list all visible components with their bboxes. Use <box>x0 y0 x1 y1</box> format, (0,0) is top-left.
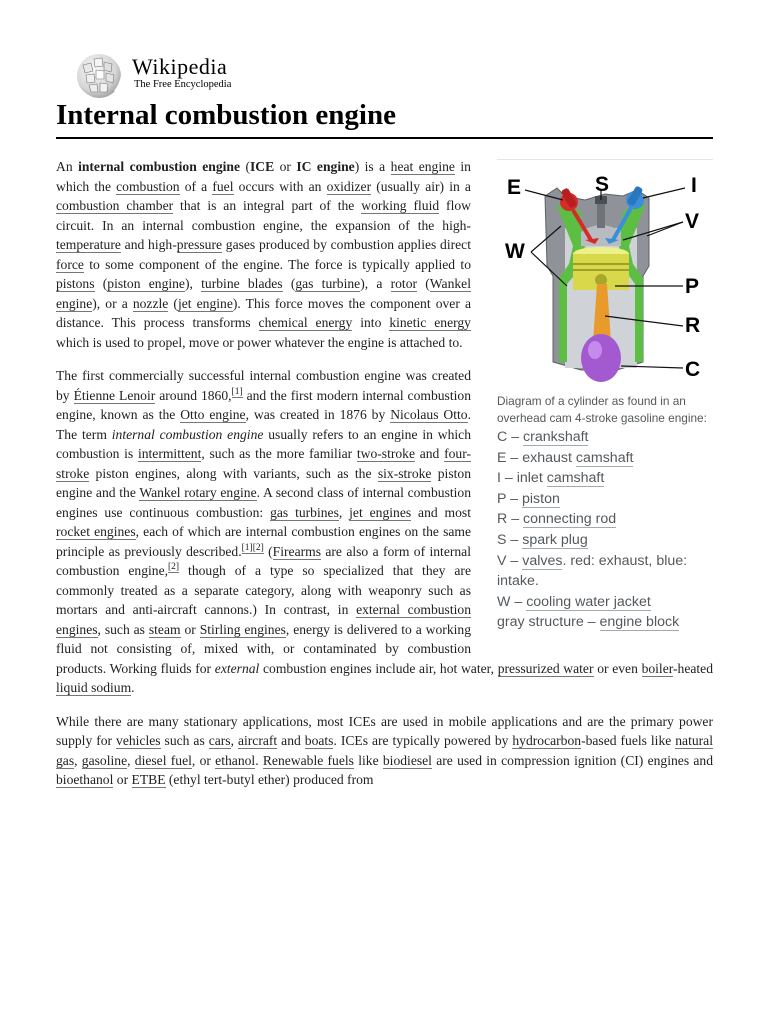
text-run: . <box>131 680 135 695</box>
article-body <box>56 157 713 804</box>
link-oxidizer[interactable]: oxidizer <box>326 178 372 194</box>
legend-item-w: W – cooling water jacket <box>497 593 651 610</box>
link-rotor[interactable]: rotor <box>390 276 418 291</box>
text-run: and the first modern internal combustion engine, known as the <box>56 387 471 422</box>
link-gas-turbines[interactable]: gas turbines <box>270 504 339 520</box>
text-run: . The term <box>56 407 471 442</box>
text-run: , <box>127 752 135 768</box>
link-boiler[interactable]: boiler <box>641 660 673 676</box>
citation-link[interactable]: [1] <box>231 386 243 397</box>
legend-key: I <box>497 470 501 487</box>
citation-link[interactable]: [1] <box>241 542 253 553</box>
link-piston-engine[interactable]: piston engine <box>107 276 185 291</box>
link-pressure[interactable]: pressure <box>176 237 223 252</box>
text-run: ( <box>263 543 273 559</box>
legend-link-crankshaft[interactable]: crankshaft <box>523 429 589 445</box>
link-gas-turbine[interactable]: gas turbine <box>295 276 361 291</box>
legend-link-connecting-rod[interactable]: connecting rod <box>523 511 617 528</box>
text-run: into <box>352 315 390 330</box>
text-run: or <box>274 159 297 174</box>
link-jet-engine[interactable]: jet engine <box>177 295 233 311</box>
text-run: occurs with an <box>233 178 327 194</box>
wikipedia-globe-icon <box>74 53 124 99</box>
text-run: and high- <box>120 237 177 252</box>
citation <box>168 562 179 573</box>
text-run: , was created in 1876 by <box>245 407 391 422</box>
label-i: I <box>691 174 697 197</box>
legend-prefix: inlet <box>516 470 543 487</box>
link-heat-engine[interactable]: heat engine <box>390 159 455 174</box>
link-pistons[interactable]: pistons <box>56 276 95 291</box>
bold-term: internal combustion engine <box>78 159 240 174</box>
legend-key: P <box>497 490 507 507</box>
label-s: S <box>595 173 610 196</box>
link-working-fluid[interactable]: working fluid <box>361 198 440 213</box>
text-run: or even <box>593 660 642 676</box>
text-run: , each of which are internal combustion engines on the same principle as previously described. <box>56 524 471 559</box>
legend-item-r: R – connecting rod <box>497 511 617 528</box>
text-run: . A second class of internal combustion engines use continuous combustion: <box>56 485 472 520</box>
label-e: E <box>507 176 522 199</box>
link-diesel-fuel[interactable]: diesel fuel <box>134 752 192 768</box>
link-stirling-engines[interactable]: Stirling engines <box>199 621 286 637</box>
text-run: though of a type so specialized that they are commonly treated as a separate category, along with weaponry such as mortars and anti-aircraft cannons.) In contrast, in <box>56 563 471 617</box>
legend-link-camshaft[interactable]: camshaft <box>575 449 634 466</box>
legend-link-valves[interactable]: valves <box>522 552 563 569</box>
link-pressurized-water[interactable]: pressurized water <box>497 660 594 676</box>
text-run: . ICEs are typically powered by <box>333 733 513 748</box>
citation <box>232 387 243 398</box>
link-nicolaus-otto[interactable]: Nicolaus Otto <box>390 407 468 422</box>
text-run: gases produced by combustion applies direct <box>222 237 471 252</box>
link-renewable-fuels[interactable]: Renewable fuels <box>262 752 354 768</box>
link-cars[interactable]: cars <box>208 733 231 748</box>
link-vehicles[interactable]: vehicles <box>116 733 161 748</box>
text-run: that is an integral part of the <box>173 198 362 213</box>
title-divider <box>56 137 713 139</box>
text-run: (ethyl tert-butyl ether) produced from <box>165 772 374 787</box>
citation-link[interactable]: [2] <box>168 562 180 572</box>
link-ethanol[interactable]: ethanol <box>215 752 256 768</box>
link-six-stroke[interactable]: six-stroke <box>377 465 432 481</box>
text-run: or <box>113 772 132 787</box>
link-nozzle[interactable]: nozzle <box>132 295 169 311</box>
link-tienne-lenoir[interactable]: Étienne Lenoir <box>73 387 156 403</box>
link-steam[interactable]: steam <box>148 621 181 637</box>
legend-link-spark-plug[interactable]: spark plug <box>522 531 588 548</box>
link-etbe[interactable]: ETBE <box>131 772 166 787</box>
legend-item-p: P – piston <box>497 490 560 507</box>
link-four-stroke[interactable]: four-stroke <box>56 446 471 481</box>
text-run: ( <box>417 276 430 291</box>
text-run: -heated <box>673 660 713 676</box>
link-wankel-rotary-engine[interactable]: Wankel rotary engine <box>139 485 257 500</box>
link-turbine-blades[interactable]: turbine blades <box>201 276 283 291</box>
wikipedia-logo[interactable] <box>74 53 274 99</box>
text-run: An <box>56 159 79 174</box>
wikipedia-wordmark: Wikipedia <box>132 54 228 79</box>
legend-key: E <box>497 449 507 466</box>
text-run: and most <box>411 504 471 520</box>
text-run: flow circuit. In an internal combustion engine, the expansion of the high- <box>56 198 471 233</box>
link-liquid-sodium[interactable]: liquid sodium <box>56 680 132 695</box>
italic-term: external <box>214 660 260 676</box>
text-run: , energy is delivered to a working fluid not consisting of, mixed with, or contaminated by combustion products. Working fluids for <box>56 621 471 676</box>
link-external-combustion-engines[interactable]: external combustion engines <box>56 602 471 637</box>
wikipedia-tagline: The Free Encyclopedia <box>134 79 232 90</box>
link-bioethanol[interactable]: bioethanol <box>56 772 114 787</box>
legend-item-c: C – crankshaft <box>497 429 589 445</box>
paragraph-3 <box>56 712 713 790</box>
text-run: ( <box>94 276 108 291</box>
text-run: to some component of the engine. The force is typically applied to <box>83 256 471 272</box>
text-run: ( <box>240 159 250 174</box>
text-run: such as <box>160 733 209 748</box>
text-run: ) is a <box>354 159 391 174</box>
legend-key: W <box>497 593 511 610</box>
text-run: like <box>353 752 383 768</box>
infobox-border <box>497 159 713 160</box>
crankshaft-highlight <box>588 341 602 359</box>
link-chemical-energy[interactable]: chemical energy <box>258 315 353 330</box>
link-biodiesel[interactable]: biodiesel <box>382 752 432 768</box>
link-hydrocarbon[interactable]: hydrocarbon <box>512 733 582 748</box>
text-run: of a <box>179 178 213 194</box>
legend-prefix: exhaust <box>522 449 572 466</box>
legend-item-v: V – valves. red: exhaust, blue: intake. <box>497 552 688 590</box>
text-run: . <box>255 752 263 768</box>
text-run: or <box>180 621 200 637</box>
text-run: , <box>230 733 238 748</box>
legend-key: C <box>497 429 508 445</box>
legend-key: R <box>497 511 508 528</box>
citation <box>242 543 253 554</box>
citation-link[interactable]: [2] <box>252 542 264 553</box>
link-gasoline[interactable]: gasoline <box>81 752 128 768</box>
label-r: R <box>685 314 701 337</box>
link-wankel-engine[interactable]: Wankel engine <box>56 276 471 311</box>
link-two-stroke[interactable]: two-stroke <box>356 446 416 461</box>
legend-link-cooling-water-jacket[interactable]: cooling water jacket <box>526 593 651 610</box>
legend-note: . red: exhaust, blue: intake. <box>497 552 688 590</box>
legend-item-i: I – inlet camshaft <box>497 470 605 487</box>
text-run: The first commercially successful internal combustion engine was created by <box>56 368 471 403</box>
bold-term: IC engine <box>296 159 355 174</box>
link-otto-engine[interactable]: Otto engine <box>180 407 246 422</box>
legend-link-engine-block[interactable]: engine block <box>599 614 680 631</box>
text-run: and <box>277 733 305 748</box>
text-run: piston engine and the <box>56 465 471 500</box>
text-run: piston engines, along with variants, such as the <box>89 465 378 481</box>
engine-cylinder-diagram[interactable] <box>497 166 713 388</box>
text-run: usually refers to an engine in which combustion is <box>56 426 471 461</box>
italic-term: internal combustion engine <box>111 426 264 442</box>
text-run: , <box>338 504 350 520</box>
legend-link-piston[interactable]: piston <box>522 490 560 507</box>
infobox <box>497 159 713 633</box>
text-run: and <box>415 446 445 461</box>
text-run: (usually air) in a <box>371 178 471 194</box>
link-firearms[interactable]: Firearms <box>272 543 321 559</box>
text-run: around 1860, <box>155 387 232 403</box>
text-run: combustion engines include air, hot water, <box>259 660 498 676</box>
citation <box>253 543 264 554</box>
link-intermittent[interactable]: intermittent <box>137 446 202 461</box>
link-jet-engines[interactable]: jet engines <box>349 504 412 520</box>
legend-item-e: E – exhaust camshaft <box>497 449 634 466</box>
text-run: ). This force moves the component over a distance. This process transforms <box>56 295 471 330</box>
legend-key: V <box>497 552 507 569</box>
crankshaft <box>581 334 621 382</box>
text-run: ( <box>168 295 178 311</box>
link-temperature[interactable]: temperature <box>56 237 121 252</box>
text-run: in which the <box>56 159 471 194</box>
legend-key: gray structure <box>497 614 584 631</box>
diagram-caption: Diagram of a cylinder as found in an overhead cam 4-stroke gasoline engine: <box>497 394 707 425</box>
spark-plug <box>597 202 605 228</box>
link-kinetic-energy[interactable]: kinetic energy <box>389 315 471 330</box>
link-rocket-engines[interactable]: rocket engines <box>56 524 136 539</box>
diagram-legend <box>497 427 713 633</box>
legend-item-gray-structure: gray structure – engine block <box>497 614 680 631</box>
label-v: V <box>685 210 700 233</box>
text-run: ), a <box>360 276 391 291</box>
legend-item-s: S – spark plug <box>497 531 588 548</box>
page-title: Internal combustion engine <box>56 99 396 131</box>
text-run: are also a form of internal combustion engine, <box>56 543 471 578</box>
text-run: , such as <box>97 621 149 637</box>
bold-term: ICE <box>249 159 275 174</box>
text-run: ), <box>184 276 202 291</box>
link-fuel[interactable]: fuel <box>212 178 234 194</box>
legend-link-camshaft[interactable]: camshaft <box>546 470 605 487</box>
link-combustion[interactable]: combustion <box>116 178 180 194</box>
text-run: , such as the more familiar <box>201 446 357 461</box>
legend-key: S <box>497 531 507 548</box>
text-run: While there are many stationary applications, most ICEs are used in mobile applications and are the primary power supply for <box>56 713 713 748</box>
link-boats[interactable]: boats <box>304 733 334 748</box>
text-run: ), or a <box>92 295 133 311</box>
label-p: P <box>685 275 700 298</box>
text-run: , or <box>191 752 216 768</box>
text-run: , <box>74 752 82 768</box>
link-aircraft[interactable]: aircraft <box>237 733 278 748</box>
label-w: W <box>505 240 525 263</box>
link-force[interactable]: force <box>56 256 84 272</box>
link-natural-gas[interactable]: natural gas <box>56 733 713 768</box>
text-run: are used in compression ignition (CI) engines and <box>431 752 714 768</box>
text-run: -based fuels like <box>581 733 676 748</box>
label-c: C <box>685 358 701 381</box>
text-run: which is used to propel, move or power whatever the engine is attached to. <box>56 334 463 350</box>
text-run: ( <box>282 276 296 291</box>
link-combustion-chamber[interactable]: combustion chamber <box>56 198 174 213</box>
